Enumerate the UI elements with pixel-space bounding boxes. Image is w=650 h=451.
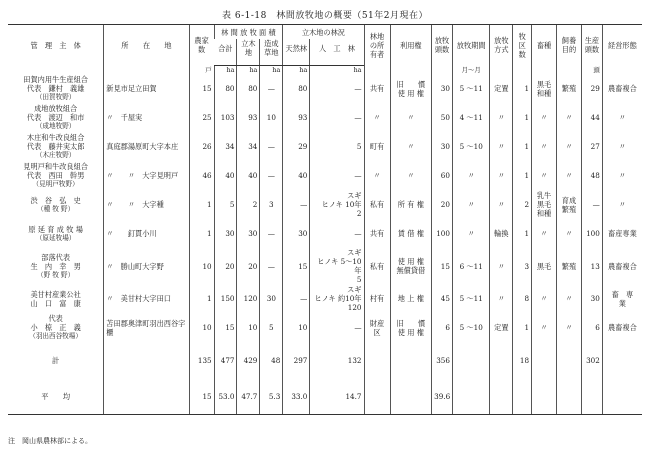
- artificial-cell: 5: [310, 132, 364, 161]
- sections-cell: 8: [513, 284, 532, 313]
- cattle-cell: 48: [581, 161, 602, 190]
- grass-cell: 10: [260, 103, 283, 132]
- unit-cell: [364, 66, 390, 75]
- blank-cell: [557, 378, 582, 415]
- table-row: [8, 284, 642, 313]
- farmers-cell: 26: [189, 132, 214, 161]
- farmers-cell: 46: [189, 161, 214, 190]
- table-row: [8, 161, 642, 190]
- heads-cell: 45: [432, 284, 453, 313]
- purpose-cell: 育成 繁殖: [557, 190, 582, 219]
- owner-cell: 美甘村産業公社 山 口 富 康: [30, 289, 81, 308]
- cattle-cell: 27: [581, 132, 602, 161]
- unit-cell: 頭: [581, 66, 602, 75]
- standing-cell: 93: [237, 103, 260, 132]
- cattle-cell: —: [581, 190, 602, 219]
- purpose-cell: 繁殖: [557, 248, 582, 284]
- heads-cell: 15: [432, 248, 453, 284]
- unit-cell: [557, 66, 582, 75]
- heads-cell: 100: [432, 219, 453, 248]
- standing-cell: 10: [237, 313, 260, 342]
- artificial-cell: スギ ヒノキ 10年 2: [310, 190, 364, 219]
- rights-cell: 地 上 権: [390, 284, 432, 313]
- period-cell: 6 ～11: [452, 248, 489, 284]
- location-cell: 〃 千屋実: [104, 103, 189, 132]
- table-note: 注 岡山県農林部による。: [8, 437, 92, 445]
- artificial-cell: 14.7: [310, 378, 364, 415]
- location-cell: 〃 釘貫小川: [104, 219, 189, 248]
- farmers-cell: 10: [189, 313, 214, 342]
- mgmt-cell: 農畜複合: [602, 313, 642, 342]
- heads-cell: 356: [432, 342, 453, 378]
- landowner-cell: 村有: [364, 284, 390, 313]
- landowner-cell: 共有: [364, 219, 390, 248]
- period-cell: 4 ～11: [452, 103, 489, 132]
- period-cell: 5 ～10: [452, 132, 489, 161]
- grass-cell: 3: [260, 190, 283, 219]
- sections-cell: 1: [513, 132, 532, 161]
- header-artificial: 人 工 林: [310, 39, 364, 57]
- artificial-cell: —: [310, 103, 364, 132]
- header-total: 合計: [218, 43, 233, 53]
- grass-cell: —: [260, 219, 283, 248]
- unit-cell: ha: [283, 66, 310, 75]
- artificial-cell: —: [310, 313, 364, 342]
- owner-cell: 木庄和牛改良組合 代表 藤井実太郎 （木庄牧野）: [26, 133, 85, 160]
- location-cell: 新見市足立田賀: [104, 74, 189, 103]
- unit-cell: ha: [310, 66, 364, 75]
- location-cell: 〃 美甘村大字田口: [104, 284, 189, 313]
- blank-cell: [490, 378, 513, 415]
- owner-cell: 代表 小 椋 正 義 （羽出西谷牧場）: [29, 314, 82, 341]
- header-stand-condition: 立木地の林況: [283, 25, 364, 40]
- method-cell: 輪換: [490, 219, 513, 248]
- cattle-cell: 302: [581, 342, 602, 378]
- blank-cell: [104, 378, 189, 415]
- natural-cell: 15: [283, 248, 310, 284]
- cattle-cell: 44: [581, 103, 602, 132]
- header-location: 所 在 地: [104, 25, 189, 66]
- table-title: 表 6-1-18 林間放牧地の概要（51年2月現在）: [221, 11, 429, 21]
- blank-cell: [532, 378, 557, 415]
- rights-cell: 旧 慣 使 用 権: [390, 74, 432, 103]
- unit-cell: ha: [214, 66, 237, 75]
- breed-cell: 〃: [532, 132, 557, 161]
- total-cell: 477: [214, 342, 237, 378]
- sum-row: [8, 342, 642, 378]
- sections-cell: 2: [513, 190, 532, 219]
- period-cell: 〃: [452, 219, 489, 248]
- header-grass: 造成草地: [260, 39, 283, 57]
- header-farmers: 農家数: [189, 25, 214, 66]
- unit-cell: [432, 66, 453, 75]
- sections-cell: 18: [513, 342, 532, 378]
- sections-cell: 1: [513, 161, 532, 190]
- breed-cell: 〃: [532, 313, 557, 342]
- blank-cell: [452, 342, 489, 378]
- unit-cell: 月～月: [452, 66, 489, 75]
- owner-cell: 部落代表 生 内 幸 男 （野 牧 野）: [30, 252, 81, 279]
- mgmt-cell: 〃: [602, 161, 642, 190]
- total-cell: 34: [214, 132, 237, 161]
- sections-cell: [513, 378, 532, 415]
- breed-cell: 黒毛: [532, 248, 557, 284]
- landowner-cell: 私有: [364, 190, 390, 219]
- blank-cell: [390, 342, 432, 378]
- header-cattle: 生産頭数: [581, 25, 602, 66]
- period-cell: 5 ～10: [452, 313, 489, 342]
- unit-cell: [8, 66, 104, 75]
- method-cell: 〃: [490, 284, 513, 313]
- unit-cell: [602, 66, 642, 75]
- method-cell: 〃: [490, 161, 513, 190]
- heads-cell: 6: [432, 313, 453, 342]
- artificial-cell: スギ ヒノキ 5～10年 5: [310, 248, 364, 284]
- purpose-cell: 〃: [557, 284, 582, 313]
- natural-cell: 33.0: [283, 378, 310, 415]
- unit-cell: [104, 66, 189, 75]
- unit-cell: 戸: [189, 66, 214, 75]
- natural-cell: 30: [283, 219, 310, 248]
- location-cell: 苫田郡奥津町羽出西谷字櫃: [104, 313, 189, 342]
- sum-label: 平 均: [8, 378, 104, 415]
- owner-cell: 見明戸和牛改良組合 代表 西田 幹男 （見明戸牧野）: [23, 162, 88, 189]
- heads-cell: 60: [432, 161, 453, 190]
- total-cell: 15: [214, 313, 237, 342]
- location-cell: 〃 〃 大字見明戸: [104, 161, 189, 190]
- standing-cell: 47.7: [237, 378, 260, 415]
- farmers-cell: 25: [189, 103, 214, 132]
- method-cell: 〃: [490, 103, 513, 132]
- table-row: [8, 74, 642, 103]
- owner-cell: 原 延 育 成 牧 場 （原延牧場）: [28, 224, 83, 242]
- blank-cell: [364, 378, 390, 415]
- total-cell: 53.0: [214, 378, 237, 415]
- sections-cell: 1: [513, 219, 532, 248]
- total-cell: 150: [214, 284, 237, 313]
- sections-cell: 1: [513, 74, 532, 103]
- header-method: 放牧方式: [490, 25, 513, 66]
- artificial-cell: —: [310, 219, 364, 248]
- method-cell: 〃: [490, 132, 513, 161]
- breed-cell: 黒毛 和種: [532, 74, 557, 103]
- unit-row: [8, 66, 642, 75]
- header-purpose: 飼養目的: [557, 25, 582, 66]
- total-cell: 5: [214, 190, 237, 219]
- rights-cell: 賃 借 権: [390, 219, 432, 248]
- total-cell: 80: [214, 74, 237, 103]
- mgmt-cell: 〃: [602, 132, 642, 161]
- natural-cell: 40: [283, 161, 310, 190]
- header-forest-area: 林 間 放 牧 面 積: [214, 25, 283, 40]
- mgmt-cell: 畜 専 業: [602, 284, 642, 313]
- landowner-cell: 町有: [364, 132, 390, 161]
- cattle-cell: 29: [581, 74, 602, 103]
- header-rights: 利用権: [390, 25, 432, 66]
- standing-cell: 40: [237, 161, 260, 190]
- total-cell: 20: [214, 248, 237, 284]
- location-cell: 〃 勝山町大字野: [104, 248, 189, 284]
- owner-cell: 成地放牧組合 代表 渡辺 和市 （成地牧野）: [26, 104, 85, 131]
- farmers-cell: 1: [189, 284, 214, 313]
- landowner-cell: 〃: [364, 161, 390, 190]
- grass-cell: 30: [260, 284, 283, 313]
- table-row: [8, 103, 642, 132]
- farmers-cell: 1: [189, 190, 214, 219]
- grass-cell: —: [260, 248, 283, 284]
- heads-cell: 30: [432, 132, 453, 161]
- owner-cell: 渋 谷 弘 史 （種 牧 野）: [30, 195, 81, 213]
- heads-cell: 30: [432, 74, 453, 103]
- unit-cell: [390, 66, 432, 75]
- unit-cell: ha: [260, 66, 283, 75]
- method-cell: 〃: [490, 248, 513, 284]
- header-landowner: 林地の所有者: [364, 25, 390, 66]
- table-row: [8, 132, 642, 161]
- heads-cell: 50: [432, 103, 453, 132]
- location-cell: 真庭郡湯原町大字本庄: [104, 132, 189, 161]
- purpose-cell: 〃: [557, 313, 582, 342]
- mgmt-cell: 農畜複合: [602, 74, 642, 103]
- table-row: [8, 248, 642, 284]
- standing-cell: 80: [237, 74, 260, 103]
- heads-cell: 39.6: [432, 378, 453, 415]
- cattle-cell: 13: [581, 248, 602, 284]
- purpose-cell: 繁殖: [557, 74, 582, 103]
- standing-cell: 30: [237, 219, 260, 248]
- standing-cell: 120: [237, 284, 260, 313]
- table-row: [8, 190, 642, 219]
- mgmt-cell: 〃: [602, 103, 642, 132]
- purpose-cell: 〃: [557, 103, 582, 132]
- mgmt-cell: 農畜複合: [602, 248, 642, 284]
- unit-cell: [513, 66, 532, 75]
- breed-cell: 〃: [532, 219, 557, 248]
- purpose-cell: 〃: [557, 132, 582, 161]
- table-row: [8, 313, 642, 342]
- artificial-cell: —: [310, 161, 364, 190]
- method-cell: 定置: [490, 74, 513, 103]
- mgmt-cell: 畜産専業: [602, 219, 642, 248]
- blank-cell: [364, 342, 390, 378]
- rights-cell: 〃: [390, 132, 432, 161]
- header-period: 放牧期間: [452, 25, 489, 66]
- blank-cell: [104, 342, 189, 378]
- rights-cell: 使 用 権 無償貸借: [390, 248, 432, 284]
- table-body: [8, 66, 642, 415]
- rights-cell: 所 有 権: [390, 190, 432, 219]
- header-sections: 牧区数: [513, 25, 532, 66]
- blank-cell: [532, 342, 557, 378]
- total-cell: 30: [214, 219, 237, 248]
- header-breed: 畜種: [532, 25, 557, 66]
- purpose-cell: 〃: [557, 161, 582, 190]
- header-standing: 立木地: [237, 39, 260, 57]
- period-cell: 〃: [452, 161, 489, 190]
- table-row: [8, 219, 642, 248]
- landowner-cell: 〃: [364, 103, 390, 132]
- farmers-cell: 10: [189, 248, 214, 284]
- standing-cell: 20: [237, 248, 260, 284]
- landowner-cell: 共有: [364, 74, 390, 103]
- rights-cell: 〃: [390, 161, 432, 190]
- standing-cell: 429: [237, 342, 260, 378]
- grazing-table: [8, 24, 642, 415]
- blank-cell: [557, 342, 582, 378]
- unit-cell: [532, 66, 557, 75]
- farmers-cell: 1: [189, 219, 214, 248]
- cattle-cell: 6: [581, 313, 602, 342]
- method-cell: 〃: [490, 190, 513, 219]
- landowner-cell: 財産区: [364, 313, 390, 342]
- farmers-cell: 15: [189, 74, 214, 103]
- method-cell: 定置: [490, 313, 513, 342]
- artificial-cell: —: [310, 74, 364, 103]
- cattle-cell: 30: [581, 284, 602, 313]
- natural-cell: —: [283, 284, 310, 313]
- sections-cell: 3: [513, 248, 532, 284]
- farmers-cell: 15: [189, 378, 214, 415]
- cattle-cell: 100: [581, 219, 602, 248]
- artificial-cell: 132: [310, 342, 364, 378]
- header-owner: 管 理 主 体: [8, 25, 104, 66]
- blank-cell: [602, 378, 642, 415]
- heads-cell: 20: [432, 190, 453, 219]
- header-mgmt: 経営形態: [602, 25, 642, 66]
- natural-cell: —: [283, 190, 310, 219]
- artificial-cell: スギ ヒノキ 約10年 120: [310, 284, 364, 313]
- rights-cell: 〃: [390, 103, 432, 132]
- standing-cell: 2: [237, 190, 260, 219]
- rights-cell: 旧 慣 使 用 権: [390, 313, 432, 342]
- blank-cell: [390, 378, 432, 415]
- natural-cell: 10: [283, 313, 310, 342]
- breed-cell: 〃: [532, 103, 557, 132]
- blank-cell: [452, 378, 489, 415]
- unit-cell: ha: [237, 66, 260, 75]
- mgmt-cell: 〃: [602, 190, 642, 219]
- sum-label: 計: [52, 355, 60, 365]
- landowner-cell: 私有: [364, 248, 390, 284]
- header-natural: 天然林: [283, 39, 310, 57]
- unit-cell: [490, 66, 513, 75]
- standing-cell: 34: [237, 132, 260, 161]
- natural-cell: 80: [283, 74, 310, 103]
- sections-cell: 1: [513, 313, 532, 342]
- breed-cell: 〃: [532, 161, 557, 190]
- grass-cell: 5: [260, 313, 283, 342]
- sections-cell: 1: [513, 103, 532, 132]
- location-cell: 〃 〃 大字種: [104, 190, 189, 219]
- natural-cell: 93: [283, 103, 310, 132]
- blank-cell: [602, 342, 642, 378]
- natural-cell: 29: [283, 132, 310, 161]
- avg-row: [8, 378, 642, 415]
- owner-cell: 田賀内用牛生産組合 代表 鎌村 義雄 （田賀牧野）: [23, 75, 88, 102]
- grass-cell: —: [260, 132, 283, 161]
- grass-cell: —: [260, 74, 283, 103]
- period-cell: 5 ～11: [452, 284, 489, 313]
- natural-cell: 297: [283, 342, 310, 378]
- period-cell: 5 ～11: [452, 74, 489, 103]
- breed-cell: 〃: [532, 284, 557, 313]
- grass-cell: 5.3: [260, 378, 283, 415]
- farmers-cell: 135: [189, 342, 214, 378]
- purpose-cell: 〃: [557, 219, 582, 248]
- cattle-cell: [581, 378, 602, 415]
- total-cell: 103: [214, 103, 237, 132]
- blank-cell: [490, 342, 513, 378]
- breed-cell: 乳牛 黒毛 和種: [532, 190, 557, 219]
- total-cell: 40: [214, 161, 237, 190]
- period-cell: 〃: [452, 190, 489, 219]
- header-heads: 放牧頭数: [432, 25, 453, 66]
- grass-cell: 48: [260, 342, 283, 378]
- grass-cell: —: [260, 161, 283, 190]
